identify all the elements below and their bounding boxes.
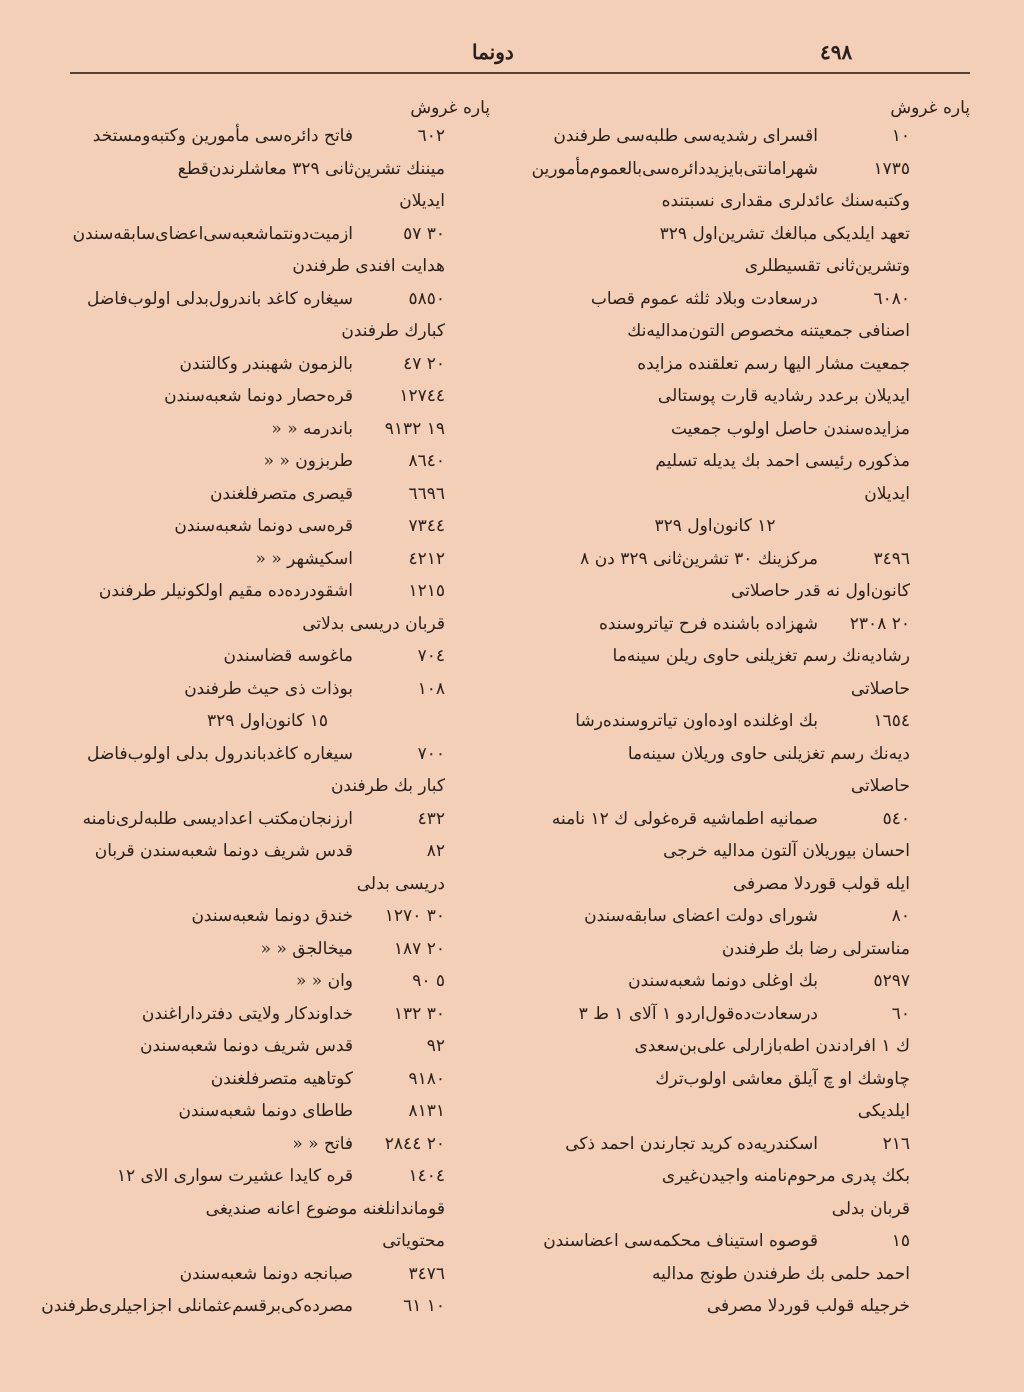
amount: ١٦٥٤	[873, 711, 910, 731]
entry-text: دیه‌نك رسم تغزیلنی حاوی وریلان سینه‌ما	[627, 743, 910, 764]
entry-text: درسعادت‌ده‌قول‌اردو ١ آلای ١ ط ٣	[578, 1003, 818, 1024]
entry-text: اقسرای رشدیه‌سی طلبه‌سی طرفندن	[553, 126, 818, 146]
entry-text: باندرمه « «	[271, 418, 353, 439]
ledger-line	[90, 380, 445, 413]
entry-text: ماغوسه قضاسندن	[223, 646, 353, 666]
ledger-line	[90, 1160, 445, 1193]
amount: ٢٠ ١٨٧	[393, 938, 445, 959]
entry-text: مذکوره رئیسی احمد بك یدیله تسلیم	[655, 451, 910, 471]
amount: ٩١٨٠	[408, 1068, 445, 1089]
ledger-line	[90, 640, 445, 673]
entry-text: فاتح « «	[292, 1133, 353, 1154]
ledger-line	[520, 218, 910, 251]
entry-text: رشادیه‌نك رسم تغزیلنی حاوی ریلن سینه‌ما	[612, 646, 910, 666]
entry-text: شهرامانتی‌بایزیددائره‌سی‌بالعموم‌مأمورین	[531, 158, 818, 179]
entry-text: خرجیله قولب قوردلا مصرفی	[706, 1296, 910, 1316]
ledger-line	[90, 575, 445, 608]
ledger-line	[520, 185, 910, 218]
amount: ٢٠ ٤٧	[403, 353, 445, 374]
amount: ٢١٦	[882, 1133, 910, 1154]
entry-text: قره‌سی دونما شعبه‌سندن	[174, 516, 353, 536]
ledger-line	[520, 510, 910, 543]
ledger-line	[520, 1225, 910, 1258]
ledger-line	[520, 705, 910, 738]
ledger-line	[520, 640, 910, 673]
amount: ٣٠ ١٣٢	[393, 1003, 445, 1024]
ledger-line	[90, 965, 445, 998]
entry-text: احمد حلمی بك طرفندن طونج مدالیه	[652, 1263, 910, 1284]
ledger-line	[520, 315, 910, 348]
ledger-line	[41, 1290, 445, 1323]
ledger-line	[90, 1063, 445, 1096]
entry-text: طربزون « «	[263, 451, 353, 471]
ledger-line	[90, 153, 445, 186]
amount: ١٤٠٤	[408, 1166, 445, 1186]
ledger-line	[90, 1095, 445, 1128]
entry-text: قوصوه استیناف محکمه‌سی اعضاسندن	[543, 1231, 818, 1251]
entry-text: مزایده‌سندن حاصل اولوب جمعیت	[670, 418, 910, 439]
left-column	[41, 120, 445, 1323]
ledger-line	[520, 380, 910, 413]
entry-text: قوماندانلغنه موضوع اعانه صندیغی	[205, 1198, 445, 1219]
ledger-line	[90, 1225, 445, 1258]
entry-text: کانون‌اول نه قدر حاصلاتی	[730, 581, 910, 601]
ledger-line	[90, 608, 445, 641]
entry-text: احسان بیوریلان آلتون مدالیه خرجی	[663, 841, 910, 861]
ledger-line	[520, 413, 910, 446]
ledger-line	[520, 900, 910, 933]
ledger-line	[90, 413, 445, 446]
entry-text: ارزنجان‌مکتب اعدادیسی طلبه‌لری‌نامنه	[82, 808, 353, 829]
ledger-line	[90, 933, 445, 966]
entry-text: قدس شریف دونما شعبه‌سندن	[140, 1036, 353, 1056]
ledger-line	[520, 348, 910, 381]
running-title: دونما	[472, 40, 514, 64]
entry-text: اسکیشهر « «	[255, 548, 353, 569]
amount: ٢٠ ٢٨٤٤	[384, 1133, 445, 1154]
ledger-line	[520, 153, 910, 186]
ledger-line	[520, 835, 910, 868]
ledger-line	[520, 445, 910, 478]
entry-text: ایلدیکی	[857, 1101, 910, 1121]
amount: ٥٢٩٧	[873, 971, 910, 991]
ledger-line	[520, 770, 910, 803]
amount: ٧٠٤	[417, 646, 445, 666]
entry-text: میننك تشرین‌ثانی ٣٢٩ معاشلرندن‌قطع	[177, 158, 445, 179]
amount: ١٧٣٥	[873, 158, 910, 179]
entry-text: بك اوغلی دونما شعبه‌سندن	[628, 971, 818, 991]
ledger-line	[86, 283, 445, 316]
entry-text: بکك پدری مرحوم‌نامنه واجیدن‌غیری	[661, 1166, 910, 1186]
entry-text: وان « «	[295, 971, 353, 991]
entry-text: بالزمون شهبندر وکالتندن	[179, 353, 353, 374]
ledger-line	[90, 1030, 445, 1063]
ledger-line	[520, 1063, 910, 1096]
ledger-line	[82, 803, 445, 836]
amount: ١٩ ٩١٣٢	[384, 418, 445, 439]
entry-text: میخالجق « «	[260, 938, 353, 959]
left-column-header: پاره غروش	[410, 98, 490, 118]
amount: ٨٦٤٠	[408, 451, 445, 471]
ledger-line	[520, 1128, 910, 1161]
entry-text: قیصری متصرفلغندن	[210, 483, 353, 504]
entry-text: محتویاتی	[382, 1231, 445, 1251]
entry-text: مرکزینك ٣٠ تشرین‌ثانی ٣٢٩ دن ٨	[580, 548, 818, 569]
entry-text: کبار بك طرفندن	[330, 776, 445, 796]
ledger-line	[520, 965, 910, 998]
ledger-line	[520, 283, 910, 316]
ledger-line	[520, 608, 910, 641]
ledger-line	[520, 1160, 910, 1193]
amount: ٤٣٢	[417, 808, 445, 829]
ledger-line	[90, 250, 445, 283]
amount: ٨٠	[891, 906, 910, 926]
entry-text: فاتح دائره‌سی مأمورین وکتبه‌ومستخد	[92, 126, 353, 146]
entry-text: مناسترلی رضا بك طرفندن	[721, 938, 910, 959]
entry-text: ایدیلان برعدد رشادیه قارت پوستالی	[657, 386, 910, 406]
entry-text: اسکندریه‌ده کرید تجارندن احمد ذکی	[565, 1133, 818, 1154]
amount: ٥٨٥٠	[408, 288, 445, 309]
amount: ٣٠ ٥٧	[403, 223, 445, 244]
ledger-line	[90, 1128, 445, 1161]
entry-text: طاطای دونما شعبه‌سندن	[178, 1101, 353, 1121]
date-line: ١٥ کانون‌اول ٣٢٩	[206, 711, 329, 731]
ledger-line	[90, 510, 445, 543]
ledger-line	[90, 348, 445, 381]
ledger-line	[90, 705, 445, 738]
ledger-line	[520, 575, 910, 608]
ledger-line	[90, 673, 445, 706]
entry-text: وتشرین‌ثانی تقسیطلری	[744, 256, 910, 276]
entry-text: ایله قولب قوردلا مصرفی	[732, 873, 910, 894]
amount: ٣٤٩٦	[873, 548, 910, 569]
entry-text: کبارك طرفندن	[341, 321, 445, 341]
ledger-line	[520, 250, 910, 283]
ledger-line	[520, 803, 910, 836]
ledger-line	[520, 933, 910, 966]
entry-text: چاوشك او چ آیلق معاشی اولوب‌ترك	[655, 1068, 910, 1089]
entry-text: قره کایدا عشیرت سواری الای ١٢	[116, 1166, 353, 1186]
entry-text: هدایت افندی طرفندن	[292, 256, 445, 276]
ledger-line	[520, 998, 910, 1031]
entry-text: ایدیلان	[864, 483, 910, 504]
ledger-line	[90, 315, 445, 348]
entry-text: جمعیت مشار الیها رسم تعلقنده مزایده	[637, 353, 910, 374]
entry-text: دریسی بدلی	[356, 873, 445, 894]
amount: ٧٣٤٤	[408, 516, 445, 536]
entry-text: شورای دولت اعضای سابقه‌سندن	[584, 906, 818, 926]
amount: ١٠٨	[417, 678, 445, 699]
entry-text: قربان دریسی بدلاتی	[302, 613, 445, 634]
ledger-line	[90, 900, 445, 933]
amount: ٣٠ ١٢٧٠	[384, 906, 445, 926]
ledger-line	[90, 120, 445, 153]
ledger-line	[90, 478, 445, 511]
ledger-line	[520, 543, 910, 576]
amount: ٦٠٨٠	[873, 288, 910, 309]
ledger-line	[520, 478, 910, 511]
amount: ١٠ ٦١	[403, 1296, 445, 1316]
entry-text: وکتبه‌سنك عائدلری مقداری نسبتنده	[661, 191, 910, 211]
ledger-line	[90, 770, 445, 803]
ledger-line	[90, 1193, 445, 1226]
entry-text: کوتاهیه متصرفلغندن	[210, 1068, 353, 1089]
entry-text: تعهد ایلدیکی مبالغك تشرین‌اول ٣٢٩	[659, 223, 910, 244]
entry-text: خندق دونما شعبه‌سندن	[191, 906, 353, 926]
entry-text: صبانجه دونما شعبه‌سندن	[179, 1263, 353, 1284]
entry-text: سیغاره کاغدباندرول بدلی اولوب‌فاضل	[86, 743, 353, 764]
entry-text: ازمیت‌دونتماشعبه‌سی‌اعضای‌سابقه‌سندن	[72, 223, 353, 244]
amount: ٥ ٩٠	[412, 971, 445, 991]
entry-text: اصنافی جمعیتنه مخصوص التون‌مدالیه‌نك	[627, 321, 910, 341]
amount: ٤٢١٢	[408, 548, 445, 569]
amount: ١٢٧٤٤	[399, 386, 445, 406]
right-column	[520, 120, 910, 1323]
entry-text: ك ١ افرادندن اطه‌بازارلی علی‌بن‌سعدی	[634, 1036, 910, 1056]
amount: ٨٢	[426, 841, 445, 861]
ledger-line	[520, 1290, 910, 1323]
entry-text: سیغاره کاغد باندرول‌بدلی اولوب‌فاضل	[86, 288, 353, 309]
ledger-line	[520, 673, 910, 706]
amount: ٧٠٠	[417, 743, 445, 764]
amount: ١٥	[891, 1231, 910, 1251]
page-number: ٤٩٨	[820, 40, 853, 64]
ledger-line	[520, 738, 910, 771]
ledger-line	[520, 868, 910, 901]
entry-text: حاصلاتی	[850, 776, 910, 796]
ledger-line	[90, 998, 445, 1031]
amount: ١٢١٥	[408, 581, 445, 601]
entry-text: قره‌حصار دونما شعبه‌سندن	[164, 386, 353, 406]
ledger-line	[90, 868, 445, 901]
amount: ٩٢	[426, 1036, 445, 1056]
ledger-line	[520, 1258, 910, 1291]
entry-text: خداوندکار ولایتی دفترداراغندن	[141, 1003, 353, 1024]
amount: ٦٦٩٦	[408, 483, 445, 504]
entry-text: شهزاده باشنده فرح تیاتروسنده	[598, 613, 818, 634]
entry-text: بوذات ذی حیث طرفندن	[184, 678, 353, 699]
entry-text: مصرده‌کی‌برقسم‌عثمانلی اجزاجیلری‌طرفندن	[41, 1296, 353, 1316]
ledger-line	[90, 445, 445, 478]
amount: ٣٤٧٦	[408, 1263, 445, 1284]
entry-text: ایدیلان	[399, 191, 445, 211]
ledger-line	[86, 738, 445, 771]
date-line: ١٢ کانون‌اول ٣٢٩	[654, 516, 776, 536]
entry-text: اشقودرده‌ده مقیم اولکونیلر طرفندن	[98, 581, 353, 601]
ledger-line	[90, 185, 445, 218]
ledger-line	[520, 1193, 910, 1226]
ledger-line	[90, 1258, 445, 1291]
ledger-line	[90, 543, 445, 576]
entry-text: درسعادت وبلاد ثلثه عموم قصاب	[590, 288, 818, 309]
amount: ٥٤٠	[882, 808, 910, 829]
entry-text: حاصلاتی	[850, 678, 910, 699]
header-rule	[70, 72, 970, 74]
entry-text: قربان بدلی	[831, 1198, 910, 1219]
ledger-line	[520, 120, 910, 153]
entry-text: بك اوغلنده اوده‌اون تیاتروسنده‌رشا	[575, 711, 818, 731]
amount: ٦٠٢	[417, 126, 445, 146]
entry-text: قدس شریف دونما شعبه‌سندن قربان	[94, 841, 353, 861]
entry-text: صمانیه اطماشیه قره‌غولی ك ١٢ نامنه	[551, 808, 818, 829]
right-column-header: پاره غروش	[890, 98, 970, 118]
amount: ١٠	[891, 126, 910, 146]
amount: ٨١٣١	[408, 1101, 445, 1121]
ledger-line	[72, 218, 445, 251]
amount: ٦٠	[891, 1003, 910, 1024]
ledger-line	[90, 835, 445, 868]
amount: ٢٠ ٢٣٠٨	[849, 613, 910, 634]
ledger-line	[520, 1030, 910, 1063]
ledger-line	[520, 1095, 910, 1128]
